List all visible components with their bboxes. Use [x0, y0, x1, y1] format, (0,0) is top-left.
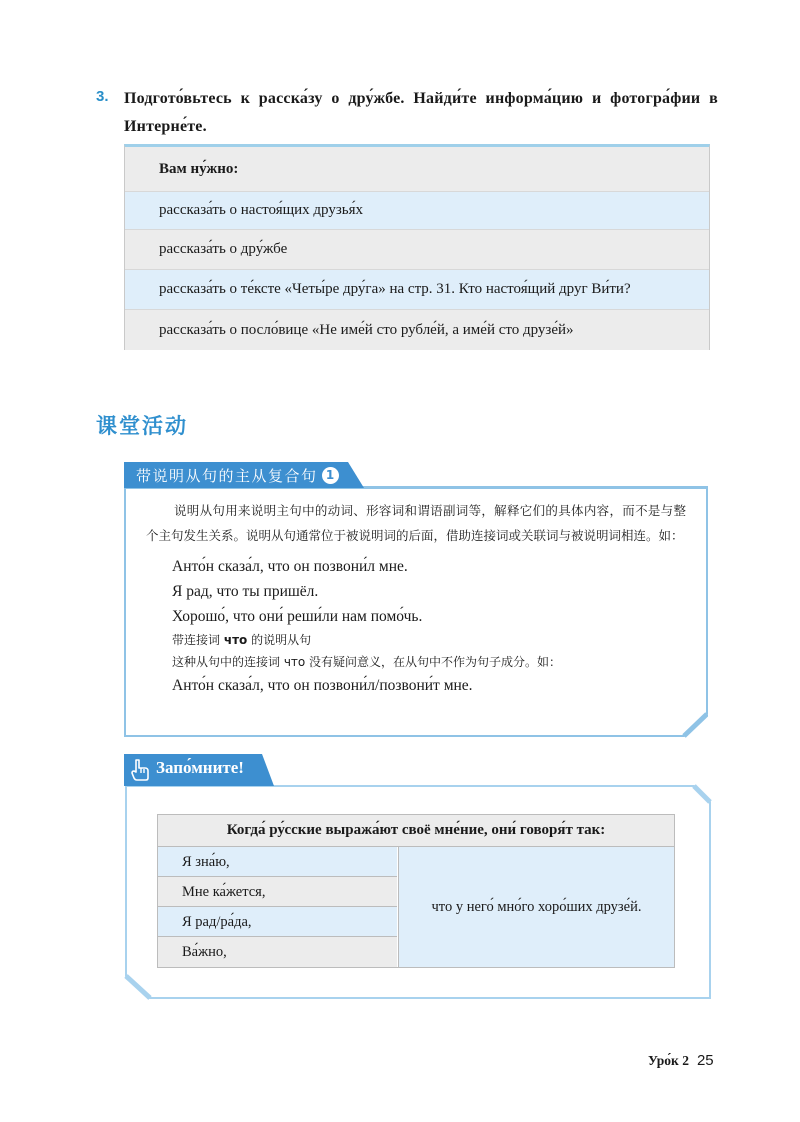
requirement-item: рассказа́ть о дру́жбе	[125, 229, 709, 269]
grammar-example: Хорошо́, что они́ реши́ли нам помо́чь.	[172, 608, 423, 625]
requirements-header: Вам ну́жно:	[125, 147, 709, 191]
expressions-table-header: Когда́ ру́сские выража́ют своё мне́ние, они́ говоря́т так:	[158, 815, 674, 847]
page-footer	[648, 1052, 714, 1069]
grammar-number-badge: 1	[322, 467, 339, 484]
grammar-subheading-post: 的说明从句	[247, 633, 312, 647]
expression-cell: Я зна́ю,	[158, 847, 397, 877]
expression-continuation: что у него́ мно́го хоро́ших друзе́й.	[398, 847, 674, 967]
grammar-intro: 说明从句用来说明主句中的动词、形容词和谓语副词等，解释它们的具体内容，而不是与整个主句发生关系。说明从句通常位于被说明词的后面，借助连接词或关联词与被说明词相连。如：	[146, 503, 686, 543]
grammar-title	[136, 465, 339, 486]
grammar-final-example: Анто́н сказа́л, что он позвони́л/позвони́т мне.	[172, 677, 473, 694]
requirement-item: рассказа́ть о те́ксте «Четы́ре дру́га» на стр. 31. Кто настоя́щий друг Ви́ти?	[125, 269, 709, 309]
grammar-sub-description: 这种从句中的连接词 что 没有疑问意义，在从句中不作为句子成分。如：	[172, 655, 562, 669]
pointing-hand-icon	[130, 758, 152, 782]
grammar-subheading-word: что	[223, 633, 248, 647]
remember-title: Запо́мните!	[156, 758, 244, 777]
grammar-title-text: 带说明从句的主从复合句	[136, 467, 318, 485]
requirement-item: рассказа́ть о посло́вице «Не име́й сто рубле́й, а име́й сто друзе́й»	[125, 309, 709, 350]
requirement-item: рассказа́ть о настоя́щих друзья́х	[125, 191, 709, 229]
page-number: 25	[696, 1052, 714, 1069]
grammar-subheading	[146, 629, 686, 651]
grammar-example: Я рад, что ты пришёл.	[172, 583, 319, 600]
expression-cell: Я рад/ра́да,	[158, 907, 397, 937]
expression-cell: Ва́жно,	[158, 937, 397, 967]
task-instruction: Подгото́вьтесь к расска́зу о дру́жбе. Найди́те информа́цию и фотогра́фии в Интерне́те.	[124, 90, 718, 135]
grammar-body	[146, 498, 686, 698]
task-number: 3.	[96, 88, 109, 105]
lesson-label: Уро́к 2	[648, 1053, 689, 1068]
expression-cell: Мне ка́жется,	[158, 877, 397, 907]
grammar-subheading-pre: 带连接词	[172, 633, 224, 647]
section-heading: 课堂活动	[96, 414, 188, 438]
expressions-table	[157, 814, 675, 968]
requirements-table	[124, 144, 710, 350]
grammar-example: Анто́н сказа́л, что он позвони́л мне.	[172, 558, 408, 575]
